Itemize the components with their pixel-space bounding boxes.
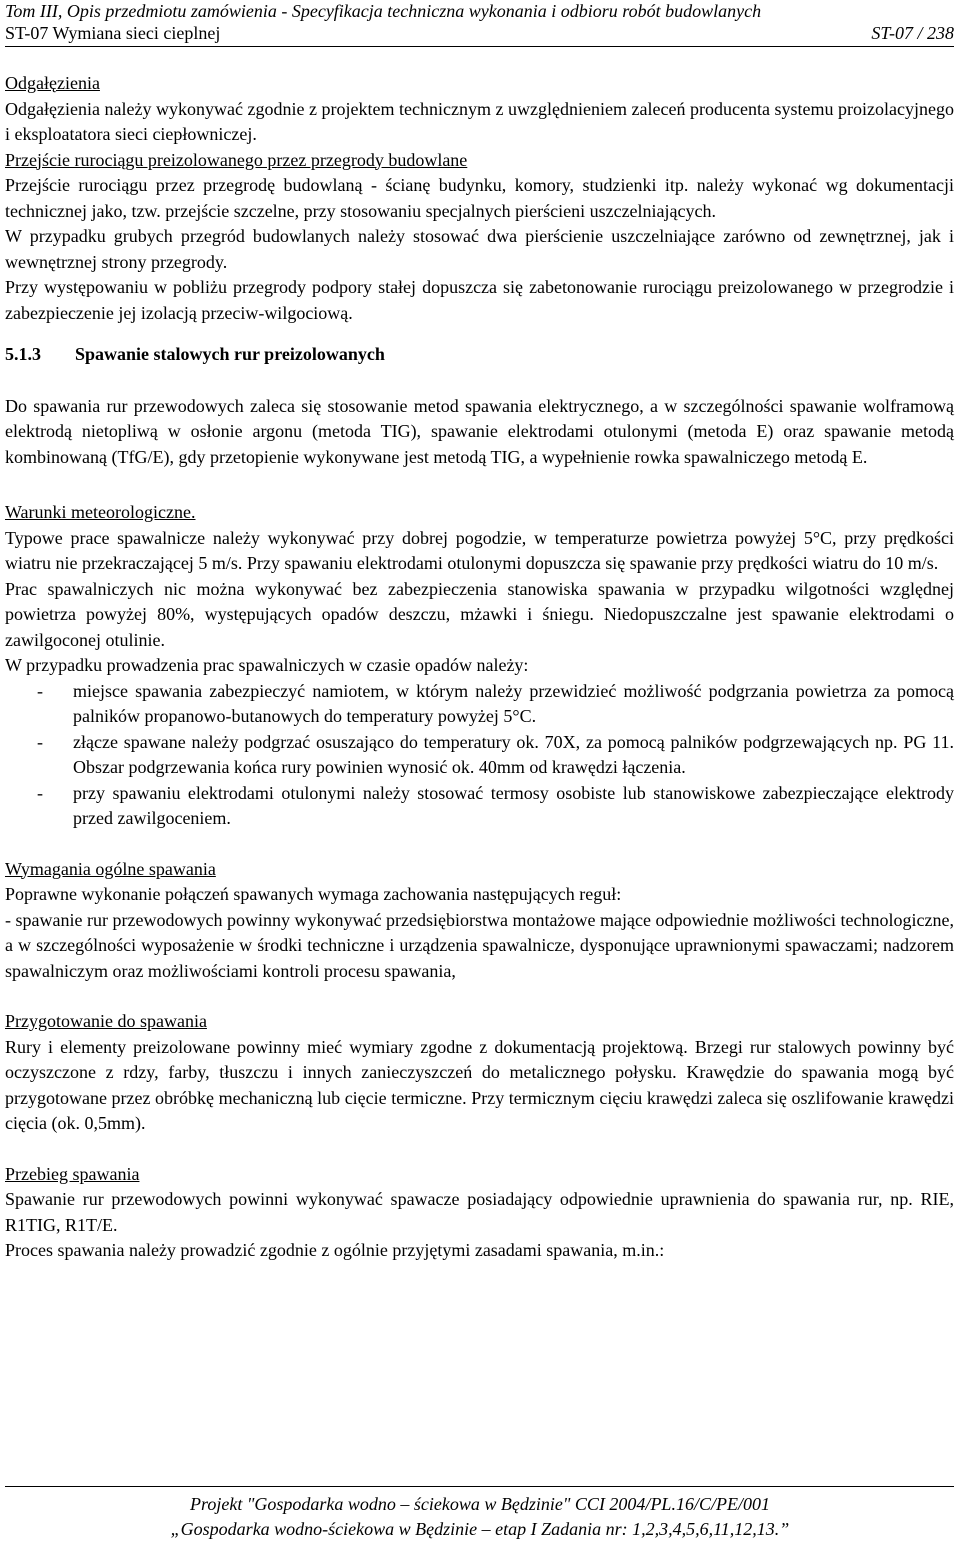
warunki-paragraph-2: Prac spawalniczych nic można wykonywać bez zabezpieczenia stanowiska spawania w przypadku wilgotności względnej powietrza powyżej 80%, występujących opadów deszczu, mżawki i śniegu. Niedopuszczalne jest spawanie elektrodami o zawilgoconej otulinie.: [5, 578, 954, 650]
document-page: [5, 0, 954, 1264]
header-page-number: ST-07 / 238: [871, 23, 954, 43]
przejscie-paragraph-2: W przypadku grubych przegród budowlanych należy stosować dwa pierścienie uszczelniające zarówno od zewnętrznej, jak i wewnętrznej strony przegrody.: [5, 226, 954, 272]
section-heading: [5, 342, 954, 368]
footer-stage-line: „Gospodarka wodno-ściekowa w Będzinie – etap I Zadania nr: 1,2,3,4,5,6,11,12,13.”: [170, 1519, 790, 1539]
footer-project-line: Projekt "Gospodarka wodno – ściekowa w Będzinie" CCI 2004/PL.16/C/PE/001: [190, 1494, 770, 1514]
footer-divider: [5, 1486, 954, 1487]
list-item: [5, 730, 954, 781]
przebieg-paragraph-1: Spawanie rur przewodowych powinni wykonywać spawacze posiadający odpowiednie uprawnienia do spawania rur, np. RIE, R1TIG, R1T/E.: [5, 1189, 954, 1235]
list-item: [5, 781, 954, 832]
wymagania-paragraph-2: - spawanie rur przewodowych powinny wykonywać przedsiębiorstwa montażowe mające odpowiednie możliwości technologiczne, a w szczególności wyposażenie w środki techniczne i urządzenia spawalnicze, dysponujące uprawnionymi spawaczami; nadzorem spawalniczym oraz możliwościami kontroli procesu spawania,: [5, 909, 954, 981]
list-dash: -: [37, 680, 43, 701]
spacer: [5, 984, 954, 1009]
wymagania-paragraph-1: Poprawne wykonanie połączeń spawanych wymaga zachowania następujących reguł:: [5, 884, 622, 904]
section-intro-paragraph: Do spawania rur przewodowych zaleca się stosowanie metod spawania elektrycznego, a w szczególności spawanie wolframową elektrodą nietopliwą w osłonie argonu (metoda TIG), spawanie elektrodami otulonymi (metoda E) oraz spawanie metodą kombinowaną (TfG/E), gdy przetopienie wykonywane jest metodą TIG, a wypełnienie rowka spawalniczego metodą E.: [5, 395, 954, 467]
header-document-title: Tom III, Opis przedmiotu zamówienia - Specyfikacja techniczna wykonania i odbioru robót budowlanych: [5, 1, 762, 21]
odgalezienia-heading: Odgałęzienia: [5, 73, 100, 93]
przejscie-heading: Przejście rurociągu preizolowanego przez przegrody budowlane: [5, 149, 468, 170]
przejscie-paragraph-3: Przy występowaniu w pobliżu przegrody podpory stałej dopuszcza się zabetonowanie rurociągu preizolowanego w przegrodzie i zabezpieczenie jej izolacją przeciw-wilgociową.: [5, 277, 954, 323]
przejscie-paragraph-1: Przejście rurociągu przez przegrodę budowlaną - ścianę budynku, komory, studzienki itp. należy wykonać wg dokumentacji technicznej jako, tzw. przejście szczelne, przy stosowaniu specjalnych pierścieni uszczelniających.: [5, 175, 954, 221]
przygotowanie-heading: Przygotowanie do spawania: [5, 1011, 207, 1031]
list-item: [5, 679, 954, 730]
odgalezienia-paragraph: Odgałęzienia należy wykonywać zgodnie z projektem technicznym z uwzględnieniem zaleceń producenta systemu proizolacyjnego i eksploatatora sieci ciepłowniczej.: [5, 98, 954, 144]
document-body: [5, 71, 954, 1264]
list-dash: -: [37, 731, 43, 752]
przebieg-heading: Przebieg spawania: [5, 1163, 140, 1184]
header-divider: [5, 46, 954, 47]
spacer: [5, 470, 954, 500]
page-footer: [0, 1492, 960, 1542]
spacer: [5, 832, 954, 857]
header-spec-row: [5, 22, 954, 44]
wymagania-heading: Wymagania ogólne spawania: [5, 858, 216, 879]
spacer: [5, 1137, 954, 1162]
warunki-paragraph-1: Typowe prace spawalnicze należy wykonywać przy dobrej pogodzie, w temperaturze powietrza powyżej 5°C, przy prędkości wiatru nie przekraczającej 5 m/s. Przy spawaniu elektrodami otulonymi dopuszcza się spawanie przy prędkości wiatru do 10 m/s.: [5, 527, 954, 573]
przebieg-paragraph-2: Proces spawania należy prowadzić zgodnie z ogólnie przyjętymi zasadami spawania, m.in.:: [5, 1240, 665, 1260]
section-title: Spawanie stalowych rur preizolowanych: [75, 344, 385, 364]
warunki-paragraph-3: W przypadku prowadzenia prac spawalniczych w czasie opadów należy:: [5, 655, 529, 675]
header-spec-name: ST-07 Wymiana sieci cieplnej: [5, 23, 221, 43]
list-item-text: miejsce spawania zabezpieczyć namiotem, w którym należy przewidzieć możliwość podgrzania powietrza za pomocą palników propanowo-butanowych do temperatury powyżej 5°C.: [73, 680, 954, 726]
list-item-text: przy spawaniu elektrodami otulonymi należy stosować termosy osobiste lub stanowiskowe zabezpieczające elektrody przed zawilgoceniem.: [73, 782, 954, 828]
page-header: [5, 0, 954, 47]
section-number: 5.1.3: [5, 344, 41, 364]
przygotowanie-paragraph: Rury i elementy preizolowane powinny mieć wymiary zgodne z dokumentacją projektową. Brzegi rur stalowych powinny być oczyszczone z rdzy, farby, tłuszczu i innych zanieczyszczeń do metalicznego połysku. Krawędzie do spawania mogą być przygotowane przez obróbkę mechaniczną lub cięcie termiczne. Przy termicznym cięciu krawędzi zaleca się oszlifowanie krawędzi cięcia (ok. 0,5mm).: [5, 1036, 954, 1133]
list-item-text: złącze spawane należy podgrzać osuszająco do temperatury ok. 70X, za pomocą palników podgrzewających np. PG 11. Obszar podgrzewania końca rury powinien wynosić ok. 40mm od krawędzi łączenia.: [73, 731, 954, 777]
warunki-heading: Warunki meteorologiczne.: [5, 502, 196, 522]
spacer: [5, 368, 954, 394]
warunki-list: [5, 679, 954, 832]
list-dash: -: [37, 782, 43, 803]
